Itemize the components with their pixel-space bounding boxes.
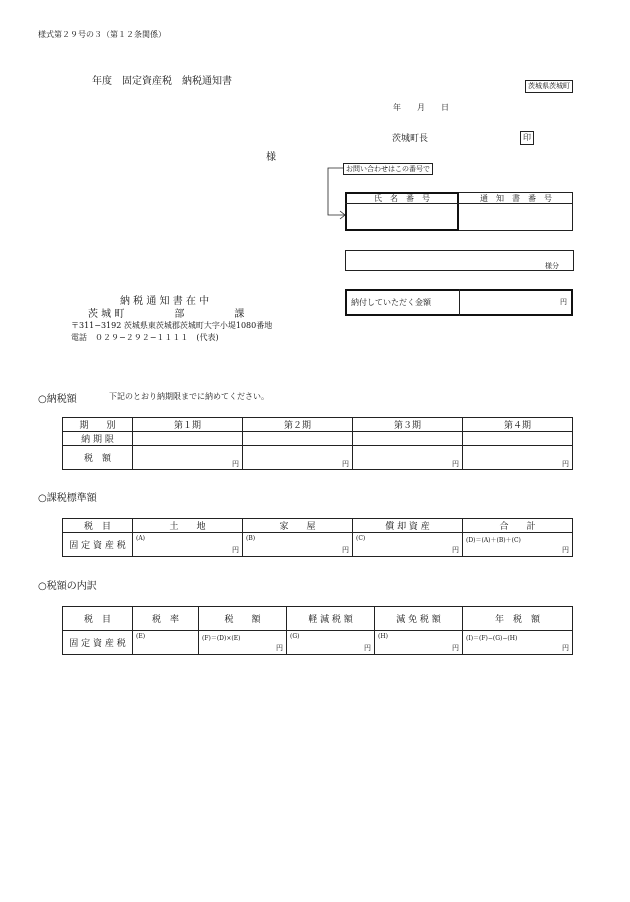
header-annual-tax: 年 税 額 bbox=[463, 607, 573, 631]
period-2: 第２期 bbox=[243, 418, 353, 432]
tax-label: 税 額 bbox=[63, 446, 133, 470]
note-e: (E) bbox=[136, 633, 146, 640]
table-row bbox=[63, 607, 573, 631]
note-i: (I)＝(F)−(G)−(H) bbox=[466, 635, 518, 642]
note-d: (D)＝(A)＋(B)＋(C) bbox=[466, 537, 521, 544]
tax-amount-table bbox=[62, 417, 573, 470]
amount-due-divider bbox=[459, 289, 460, 316]
tax-cell-yen: 円 bbox=[133, 446, 243, 470]
note-c: (C) bbox=[356, 535, 366, 542]
period-3: 第３期 bbox=[353, 418, 463, 432]
table-row bbox=[63, 418, 573, 432]
note-g: (G) bbox=[290, 633, 300, 640]
header-depreciable: 償 却 資 産 bbox=[353, 519, 463, 533]
note-h: (H) bbox=[378, 633, 388, 640]
period-4: 第４期 bbox=[463, 418, 573, 432]
table-row bbox=[63, 631, 573, 655]
yen-label: 円 bbox=[452, 644, 459, 652]
header-reduction: 軽 減 税 額 bbox=[287, 607, 375, 631]
deadline-cell bbox=[353, 432, 463, 446]
total-cell bbox=[463, 533, 573, 557]
header-exemption: 減 免 税 額 bbox=[375, 607, 463, 631]
period-1: 第１期 bbox=[133, 418, 243, 432]
annual-tax-cell bbox=[463, 631, 573, 655]
yen-label: 円 bbox=[364, 644, 371, 652]
date-line: 年 月 日 bbox=[393, 103, 449, 112]
table-row bbox=[63, 432, 573, 446]
inquiry-note: お問い合わせはこの番号で bbox=[343, 163, 433, 175]
section-tax-amount-note: 下記のとおり納期限までに納めてください。 bbox=[109, 392, 269, 401]
seal-mark: 印 bbox=[520, 131, 534, 145]
header-land: 土 地 bbox=[133, 519, 243, 533]
house-cell bbox=[243, 533, 353, 557]
recipient-suffix: 様 bbox=[266, 152, 276, 163]
tax-cell-yen: 円 bbox=[353, 446, 463, 470]
note-b: (B) bbox=[246, 535, 256, 542]
yen-label: 円 bbox=[562, 546, 569, 554]
issuer-name: 茨城町長 bbox=[392, 134, 429, 144]
name-number-label: 氏 名 番 号 bbox=[374, 194, 430, 203]
deadline-cell bbox=[463, 432, 573, 446]
note-a: (A) bbox=[136, 535, 146, 542]
note-f: (F)＝(D)×(E) bbox=[202, 635, 241, 642]
header-total: 合 計 bbox=[463, 519, 573, 533]
deadline-label: 納 期 限 bbox=[63, 432, 133, 446]
table-row bbox=[63, 446, 573, 470]
yen-label: 円 bbox=[342, 546, 349, 554]
deadline-cell bbox=[133, 432, 243, 446]
header-rate: 税 率 bbox=[133, 607, 199, 631]
exemption-cell bbox=[375, 631, 463, 655]
land-cell bbox=[133, 533, 243, 557]
table-row bbox=[63, 519, 573, 533]
header-house: 家 屋 bbox=[243, 519, 353, 533]
notice-number-label: 通 知 書 番 号 bbox=[480, 194, 552, 203]
section-tax-amount-title: ○納税額 bbox=[38, 394, 77, 405]
sender-address: 〒311−3192 茨城県東茨城郡茨城町大字小堤1080番地 bbox=[71, 321, 273, 330]
row-label-fixed-asset-tax: 固 定 資 産 税 bbox=[63, 631, 133, 655]
sender-phone: 電話 ０２９−２９２−１１１１ (代表) bbox=[71, 333, 219, 342]
header-tax-item: 税 目 bbox=[63, 519, 133, 533]
tax-breakdown-table bbox=[62, 606, 573, 655]
amount-due-label: 納付していただく金額 bbox=[351, 298, 431, 307]
yen-label: 円 bbox=[232, 546, 239, 554]
amount-due-yen: 円 bbox=[560, 298, 567, 306]
reduction-cell bbox=[287, 631, 375, 655]
rate-cell bbox=[133, 631, 199, 655]
portion-box bbox=[345, 250, 574, 271]
issuer-stamp-box: 茨城県茨城町 bbox=[525, 80, 573, 93]
table-row bbox=[63, 533, 573, 557]
row-label-fixed-asset-tax: 固 定 資 産 税 bbox=[63, 533, 133, 557]
tax-base-table bbox=[62, 518, 573, 557]
period-header: 期 別 bbox=[63, 418, 133, 432]
depreciable-cell bbox=[353, 533, 463, 557]
header-tax-amount: 税 額 bbox=[199, 607, 287, 631]
sender-line1: 納 税 通 知 書 在 中 bbox=[120, 296, 210, 307]
yen-label: 円 bbox=[562, 644, 569, 652]
yen-label: 円 bbox=[452, 546, 459, 554]
tax-cell-yen: 円 bbox=[243, 446, 353, 470]
form-id: 様式第２９号の３（第１２条関係） bbox=[38, 30, 166, 39]
yen-label: 円 bbox=[276, 644, 283, 652]
deadline-cell bbox=[243, 432, 353, 446]
section-tax-base-title: ○課税標準額 bbox=[38, 493, 97, 504]
sender-line2: 茨 城 町 部 課 bbox=[88, 309, 245, 320]
tax-amount-cell bbox=[199, 631, 287, 655]
header-tax-item: 税 目 bbox=[63, 607, 133, 631]
tax-cell-yen: 円 bbox=[463, 446, 573, 470]
section-breakdown-title: ○税額の内訳 bbox=[38, 581, 97, 592]
document-title: 年度 固定資産税 納税通知書 bbox=[92, 76, 232, 87]
portion-label: 様分 bbox=[545, 262, 559, 270]
